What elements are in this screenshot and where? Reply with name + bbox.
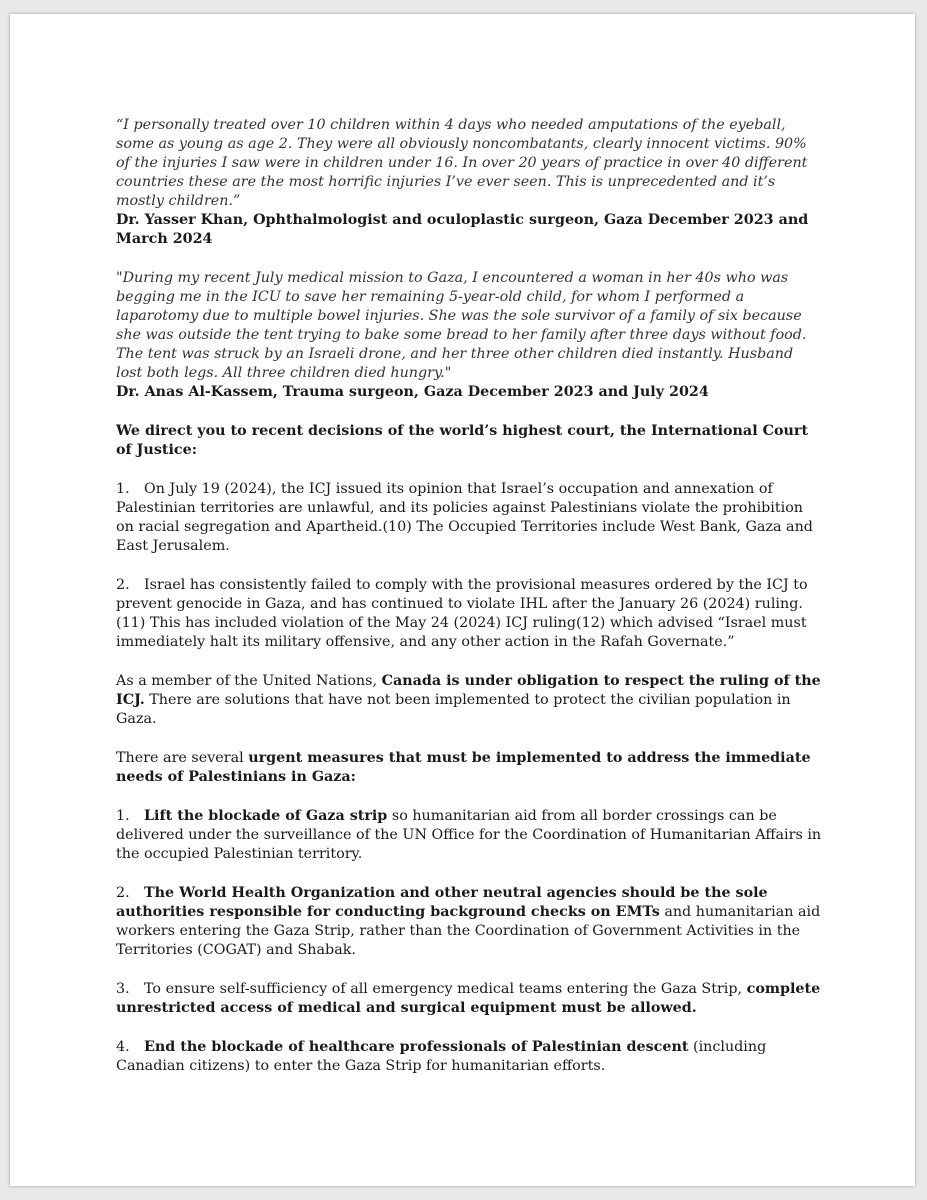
icj-point-text: Israel has consistently failed to comply with the provisional measures ordered by the ICJ to prevent genocide in Gaza, and has continued to violate IHL after the January 26 (2024) ruling.(11) This has included violation of the May 24 (2024) ICJ ruling(12) which advised “Israel must immediately halt its military offensive, and any other action in the Rafah Governate.” [116, 577, 808, 650]
quote-yasser-khan: “I personally treated over 10 children within 4 days who needed amputations of the eyeball, some as young as age 2. They were all obviously noncombatants, clearly innocent victims. 90% of the injuries I saw were in children under 16. In over 20 years of practice in over 40 different countries these are the most horrific injuries I’ve ever seen. This is unprecedented and it’s mostly children.” [116, 117, 808, 209]
icj-point-1 [116, 480, 822, 556]
measure-tail: and humanitarian aid workers entering the Gaza Strip, rather than the Coordination of Government Activities in the Territories (COGAT) and Shabak. [116, 904, 821, 958]
measures-intro [116, 749, 822, 787]
measure-number: 2. [116, 885, 130, 901]
measure-1 [116, 807, 822, 864]
un-paragraph-lead: As a member of the United Nations, [116, 673, 382, 689]
un-paragraph-emphasis: Canada is under obligation to respect the ruling of the ICJ. [116, 673, 821, 708]
measure-emphasis: The World Health Organization and other neutral agencies should be the sole authorities responsible for conducting background checks on EMTs [116, 885, 768, 920]
document-page [10, 14, 915, 1186]
icj-point-number: 1. [116, 481, 130, 497]
quote-attribution-anas-al-kassem: Dr. Anas Al-Kassem, Trauma surgeon, Gaza December 2023 and July 2024 [116, 384, 709, 400]
un-obligation-paragraph [116, 672, 822, 729]
measure-lead: To ensure self-sufficiency of all emergency medical teams entering the Gaza Strip, [144, 981, 747, 997]
measure-emphasis: complete unrestricted access of medical and surgical equipment must be allowed. [116, 981, 821, 1016]
icj-point-text: On July 19 (2024), the ICJ issued its opinion that Israel’s occupation and annexation of Palestinian territories are unlawful, and its policies against Palestinians violate the prohibition on racial segregation and Apartheid.(10) The Occupied Territories include West Bank, Gaza and East Jerusalem. [116, 481, 813, 554]
icj-point-2 [116, 576, 822, 652]
quote-attribution-yasser-khan: Dr. Yasser Khan, Ophthalmologist and oculoplastic surgeon, Gaza December 2023 and March 2024 [116, 212, 809, 247]
un-paragraph-tail: There are solutions that have not been implemented to protect the civilian population in Gaza. [116, 692, 791, 727]
measure-2 [116, 884, 822, 960]
measure-emphasis: Lift the blockade of Gaza strip [144, 808, 388, 824]
document-body [116, 116, 822, 1076]
measure-4 [116, 1038, 822, 1076]
icj-heading: We direct you to recent decisions of the world’s highest court, the International Court of Justice: [116, 423, 809, 458]
measures-intro-lead: There are several [116, 750, 249, 766]
measure-number: 3. [116, 981, 130, 997]
measure-3 [116, 980, 822, 1018]
measures-intro-emphasis: urgent measures that must be implemented to address the immediate needs of Palestinians in Gaza: [116, 750, 811, 785]
measure-tail: (including Canadian citizens) to enter the Gaza Strip for humanitarian efforts. [116, 1039, 767, 1074]
measure-number: 4. [116, 1039, 130, 1055]
quote-anas-al-kassem: "During my recent July medical mission to Gaza, I encountered a woman in her 40s who was begging me in the ICU to save her remaining 5-year-old child, for whom I performed a laparotomy due to multiple bowel injuries. She was the sole survivor of a family of six because she was outside the tent trying to bake some bread to her family after three days without food. The tent was struck by an Israeli drone, and her three other children died instantly. Husband lost both legs. All three children died hungry." [116, 270, 807, 381]
measure-tail: so humanitarian aid from all border crossings can be delivered under the surveillance of the UN Office for the Coordination of Humanitarian Affairs in the occupied Palestinian territory. [116, 808, 822, 862]
icj-point-number: 2. [116, 577, 130, 593]
measure-number: 1. [116, 808, 130, 824]
measure-emphasis: End the blockade of healthcare professionals of Palestinian descent [144, 1039, 689, 1055]
